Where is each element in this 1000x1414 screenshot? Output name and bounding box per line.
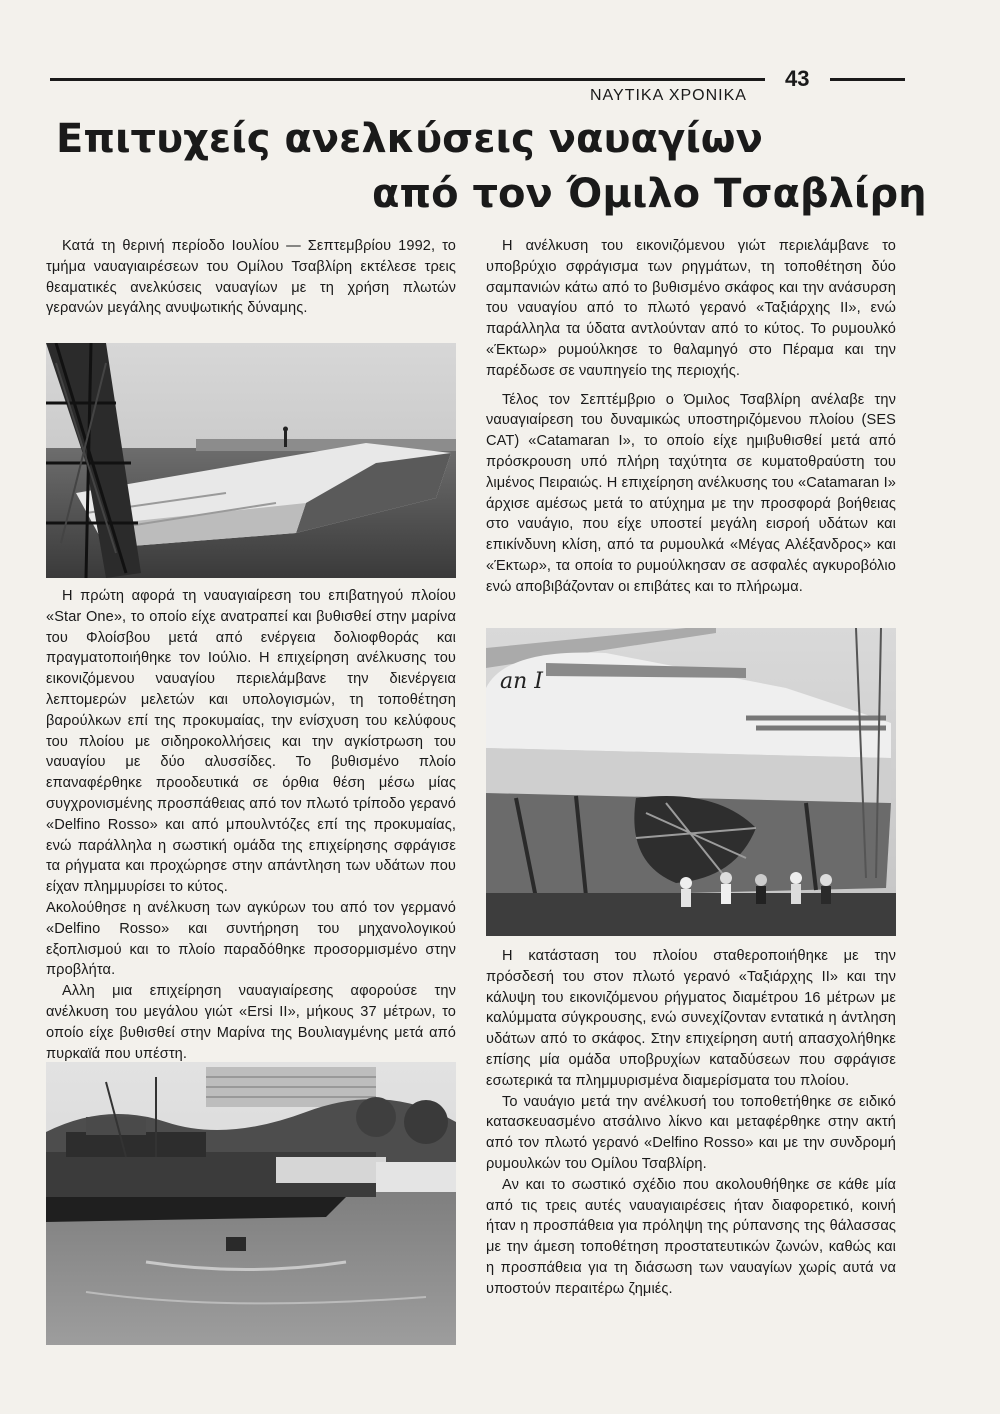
photo-catamaran-image xyxy=(486,628,896,936)
title-line-2: από τον Όμιλο Τσαβλίρη xyxy=(372,171,927,217)
photo-catamaran-damage xyxy=(486,628,896,936)
paragraph-catamaran: Τέλος τον Σεπτέμβριο ο Όμιλος Τσαβλίρη ανέλαβε την ναυαγιαίρεση του δυναμικώς υποστηριζόμενου πλοίου (SES CAT) «Catamaran I», το οποίο είχε ημιβυθισθεί μετά από πρόσκρουση υπό πλήρη ταχύτητα σε κυματοθραύστη του λιμένος Πειραιώς. Η επιχείρηση ανέλκυσης του «Catamaran I» άρχισε αμέσως μετά το ατύχημα με την προσφορά βοήθειας στο ναυάγιο, που είχε υποστεί μεγάλη εισροή υδάτων και επικίνδυνη κλίση, από τα ρυμουλκά «Μέγας Αλέξανδρος» και «Έκτωρ», τα οποία το ρυμούλκησαν σε ασφαλές αγκυροβόλιο ενώ αποβιβάζονταν οι επιβάτες και το πλήρωμα. xyxy=(486,391,896,595)
header-rule-right xyxy=(830,78,905,81)
paragraph-stabilization: Η κατάσταση του πλοίου σταθεροποιήθηκε με την πρόσδεσή του στον πλωτό γερανό «Ταξιάρχης II» και την κάλυψη του εικονιζόμενου ρήγματος διαμέτρου 16 μέτρων με καλύμματα σύγκρουσης, ενώ συνεχίζονταν εντατικά η άντληση υδάτων από το σκάφος. Στην επιχείρηση αυτή απασχολήθηκε επίσης μία ομάδα υποβρυχίων καταδύσεων που σφράγισε εσωτερικά τα πλημμυρισμένα διαμερίσματα του πλοίου. xyxy=(486,948,896,1089)
paragraph-conclusion: Αν και το σωστικό σχέδιο που ακολουθήθηκε σε κάθε μία από τις τρεις αυτές ναυαγιαιρέσεις ήταν διαφορετικό, κοινή ήταν η προσπάθεια για πρόληψη της ρύπανσης της θάλασσας με την άμεση τοποθέτηση προστατευτικών ζωνών, καθώς και η προσπάθεια για τη διάσωση των ναυαγίων χωρίς αυτά να υποστούν περαιτέρω ζημιές. xyxy=(486,1176,896,1297)
paragraph-star-one: Η πρώτη αφορά τη ναυαγιαίρεση του επιβατηγού πλοίου «Star One», το οποίο είχε ανατραπεί και βυθισθεί στην μαρίνα του Φλοίσβου μετά από ενέργεια δολιοφθοράς και πραγματοποιήθηκε τον Ιούλιο. Η επιχείρηση ανέλκυσης του εικονιζόμενου ναυαγίου περιελάμβανε την διενέργεια λεπτομερών μελετών και υπολογισμών, τη τοποθέτηση βαρούλκων επί της προκυμαίας, την ενίσχυση του κελύφους του πλοίου με σιδηροκολλήσεις και την αγκίστρωση του ναυαγίου με δύο αλυσσίδες. Το βυθισμένο πλοίο επαναφέρθηκε προοδευτικά σε όρθια θέση μέσω μίας συγχρονισμένης προσπάθειας από τον πλωτό τρίποδο γερανό «Delfino Rosso» και από μπουλντόζες επί της προκυμαίας, ενώ παράλληλα η σωστική ομάδα της επιχείρησης σφράγισε τα ρήγματα και προχώρησε στην απάντληση των υδάτων που είχαν πλημμυρίσει το κύτος. xyxy=(46,588,456,896)
paragraph-ersi-salvage: Η ανέλκυση του εικονιζόμενου γιώτ περιελάμβανε το υποβρύχιο σφράγισμα των ρηγμάτων, τη τοποθέτηση δύο σαμπανιών κάτω από το βυθισμένο σκάφος και την ανάσυρση του ναυαγίου από το πλωτό γερανό «Ταξιάρχης II», ενώ παράλληλα τα ύδατα αντλούνταν από το κύτος. Το ρυμουλκό «Έκτωρ» ρυμούλκησε το θαλαμηγό στο Πέραμα και την παρέδωσε σε ναυπηγείο της περιοχής. xyxy=(486,238,896,379)
right-column-top xyxy=(486,236,896,598)
photo-ersi-image xyxy=(46,1062,456,1345)
header-rule-left xyxy=(50,78,765,81)
paragraph-intro: Κατά τη θερινή περίοδο Ιουλίου — Σεπτεμβρίου 1992, το τμήμα ναυαγιαιρέσεων του Ομίλου Τσαβλίρη εκτέλεσε τρεις θεαματικές ανελκύσεις ναυαγίων με τη χρήση πλωτών γερανών μεγάλης ανυψωτικής δύναμης. xyxy=(46,238,456,317)
paragraph-anchors: Ακολούθησε η ανέλκυση των αγκύρων του από τον γερμανό «Delfino Rosso» και συντήρηση του μηχανολογικού εξοπλισμού και το πλοίο παραδόθηκε προσορμισμένο στην προβλήτα. xyxy=(46,899,456,979)
page-number: 43 xyxy=(785,66,810,91)
catamaran-hull-lettering: an I xyxy=(500,669,543,694)
title-line-1: Επιτυχείς ανελκύσεις ναυαγίων xyxy=(56,116,763,162)
right-column-bottom xyxy=(486,946,896,1300)
photo-star-one-image xyxy=(46,343,456,578)
running-head: ΝΑΥΤΙΚΑ ΧΡΟΝΙΚΑ xyxy=(590,87,747,104)
paragraph-ersi: Αλλη μια επιχείρηση ναυαγιαίρεσης αφορούσε την ανέλκυση του μεγάλου γιώτ «Ersi II», μήκους 37 μέτρων, το οποίο είχε βυθισθεί στην Μαρίνα της Βουλιαγμένης μετά από πυρκαϊά που υπέστη. xyxy=(46,983,456,1062)
left-column-intro xyxy=(46,236,456,319)
paragraph-cradle: Το ναυάγιο μετά την ανέλκυσή του τοποθετήθηκε σε ειδικό κατασκευασμένο ατσάλινο λίκνο και μεταφέρθηκε στην ακτή από τον πλωτό γερανό «Delfino Rosso» και με την συνδρομή ρυμουλκών του Ομίλου Τσαβλίρη. xyxy=(486,1093,896,1172)
left-column-body xyxy=(46,586,456,1064)
photo-ersi-yacht-salvage xyxy=(46,1062,456,1345)
photo-star-one-capsized xyxy=(46,343,456,578)
